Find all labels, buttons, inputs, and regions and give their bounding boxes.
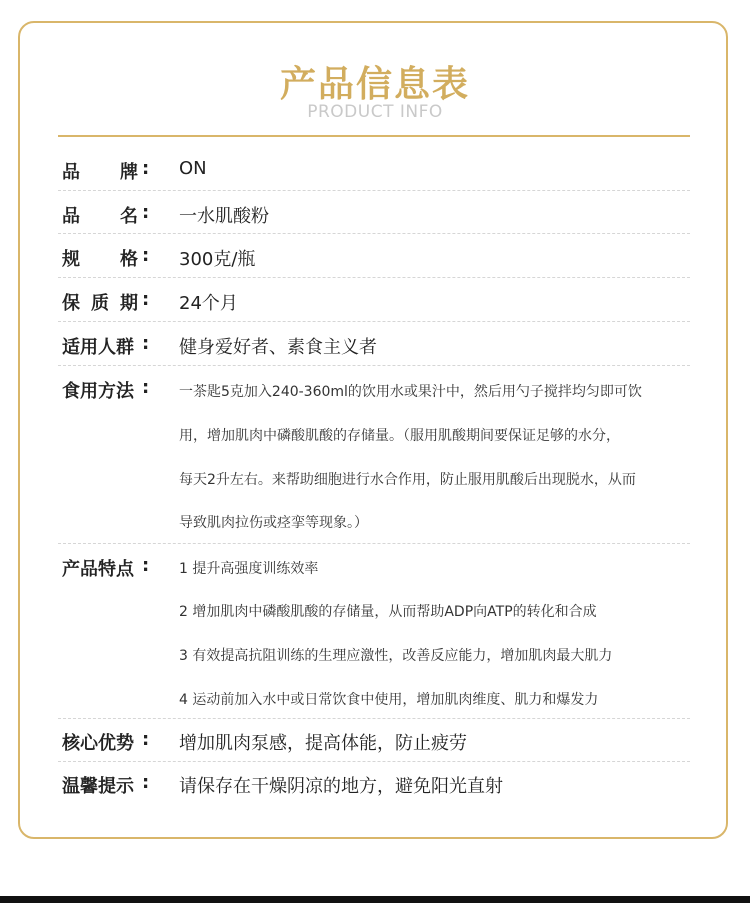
tips-value: 请保存在干燥阴凉的地方，避免阳光直射 — [179, 776, 503, 797]
feature-line: 2 增加肌肉中磷酸肌酸的存储量，从而帮助ADP向ATP的转化和合成 — [179, 604, 597, 620]
spec-value: 300克/瓶 — [179, 249, 256, 270]
advantage-value: 增加肌肉泵感，提高体能，防止疲劳 — [179, 733, 467, 754]
row-label: 核心优势 — [62, 733, 134, 754]
row-spec — [58, 234, 690, 278]
row-colon: : — [142, 289, 150, 310]
feature-line: 4 运动前加入水中或日常饮食中使用，增加肌肉维度、肌力和爆发力 — [179, 692, 599, 708]
row-tips — [58, 762, 690, 806]
usage-line: 用，增加肌肉中磷酸肌酸的存储量。（服用肌酸期间要保证足够的水分， — [179, 428, 620, 444]
usage-line: 导致肌肉拉伤或痉挛等现象。） — [179, 515, 368, 531]
row-colon: : — [142, 333, 150, 354]
row-name — [58, 191, 690, 234]
row-shelf-life — [58, 278, 690, 322]
row-brand — [58, 147, 690, 191]
usage-line: 每天2升左右。来帮助细胞进行水合作用，防止服用肌酸后出现脱水，从而 — [179, 472, 636, 488]
page-subtitle: PRODUCT INFO — [307, 102, 443, 122]
name-value: 一水肌酸粉 — [179, 206, 269, 227]
row-colon: : — [142, 202, 150, 223]
row-label: 品 名 — [62, 206, 138, 227]
usage-line: 一茶匙5克加入240-360ml的饮用水或果汁中，然后用勺子搅拌均匀即可饮 — [179, 384, 642, 400]
row-label: 产品特点 — [62, 559, 134, 580]
row-label: 温馨提示 — [62, 776, 134, 797]
row-colon: : — [142, 377, 150, 398]
feature-line: 1 提升高强度训练效率 — [179, 561, 319, 577]
row-colon: : — [142, 158, 150, 179]
row-label: 食用方法 — [62, 381, 134, 402]
row-label: 品 牌 — [62, 162, 138, 183]
row-label: 规 格 — [62, 249, 138, 270]
row-colon: : — [142, 245, 150, 266]
shelf-life-value: 24个月 — [179, 293, 238, 314]
page-title: 产品信息表 — [279, 64, 470, 105]
feature-line: 3 有效提高抗阻训练的生理应激性，改善反应能力，增加肌肉最大肌力 — [179, 648, 613, 664]
row-label: 保 质 期 — [62, 293, 138, 314]
row-audience — [58, 322, 690, 366]
row-advantage — [58, 719, 690, 762]
row-colon: : — [142, 729, 150, 750]
brand-value: ON — [179, 158, 207, 179]
row-usage — [58, 366, 690, 544]
row-colon: : — [142, 772, 150, 793]
title-divider — [58, 135, 690, 137]
row-features — [58, 544, 690, 719]
bottom-bar — [0, 896, 750, 903]
row-colon: : — [142, 555, 150, 576]
row-label: 适用人群 — [62, 337, 134, 358]
audience-value: 健身爱好者、素食主义者 — [179, 337, 377, 358]
